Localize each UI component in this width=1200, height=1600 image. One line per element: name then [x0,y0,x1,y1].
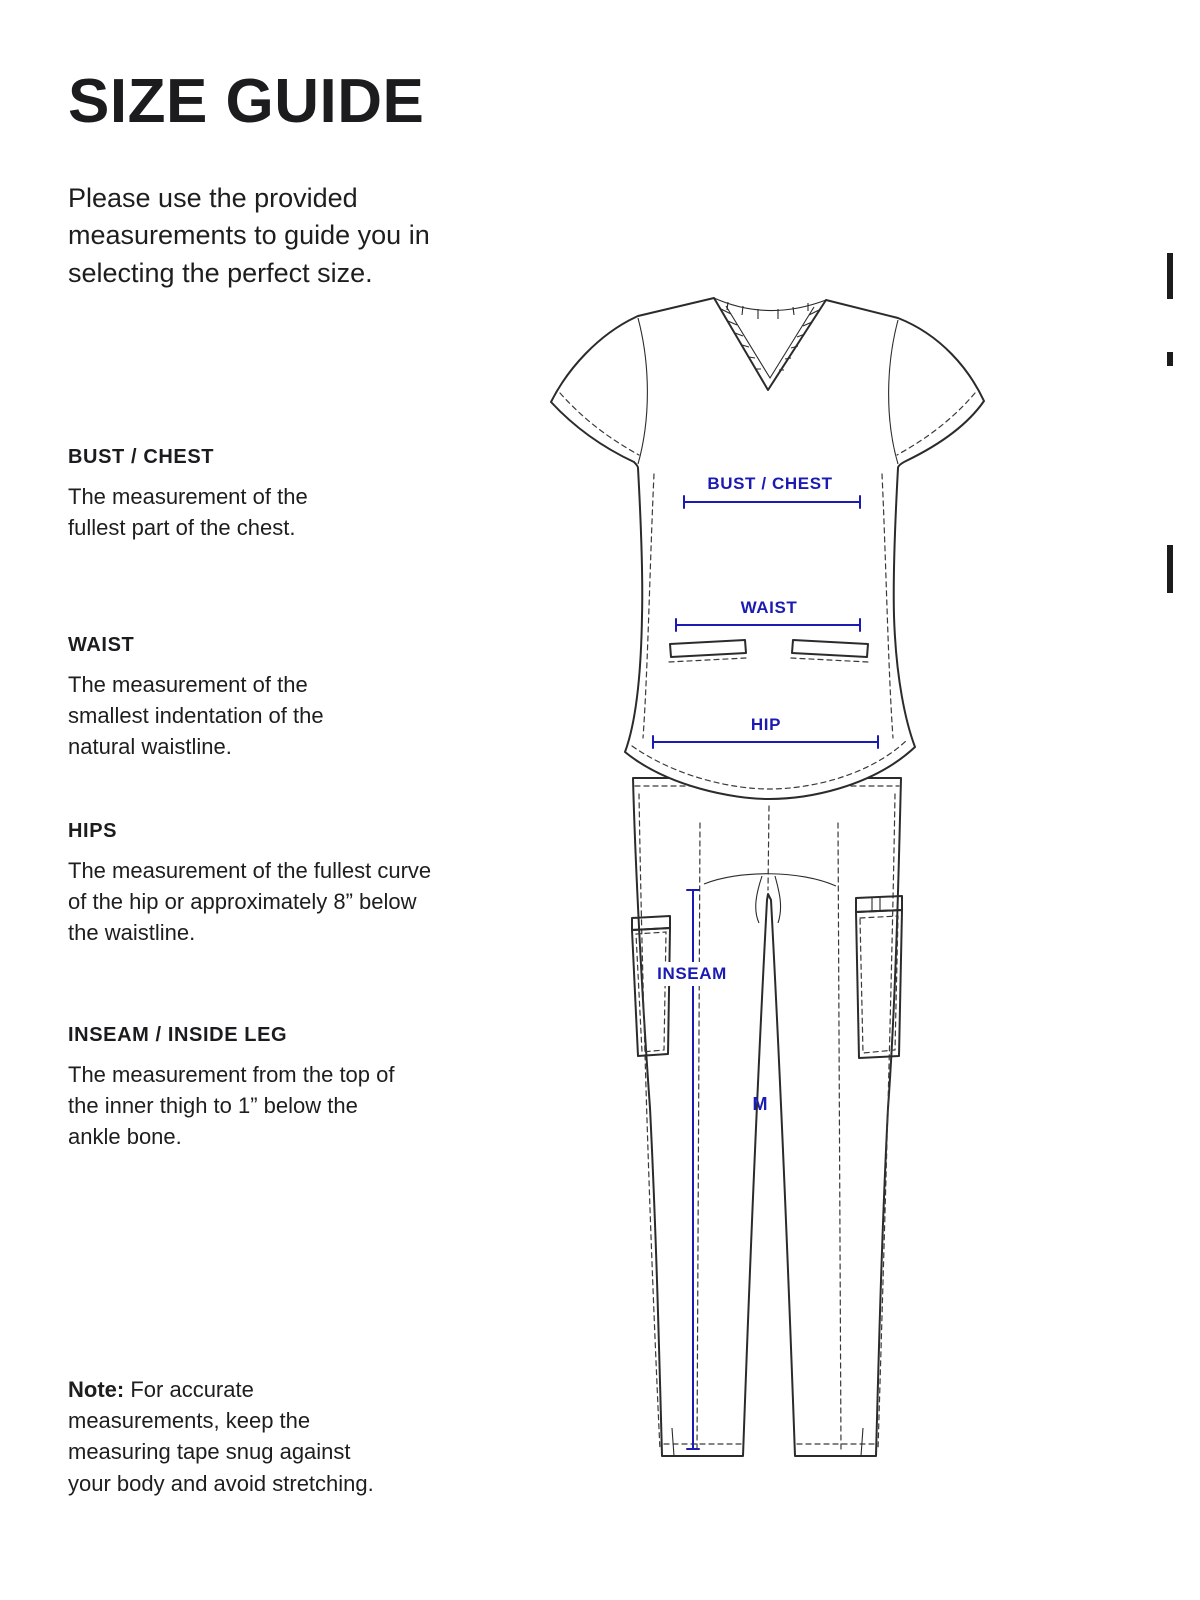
note-body: For accurate measurements, keep the measuring tape snug against your body and avoid stretching. [68,1377,374,1496]
intro-text: Please use the provided measurements to guide you in selecting the perfect size. [68,183,430,288]
size-marker-label: M [752,1094,768,1114]
bust-measure-label: BUST / CHEST [707,474,833,493]
section-inseam [68,1024,413,1153]
section-waist [68,634,378,763]
section-body-waist: The measurement of the smallest indentation of the natural waistline. [68,672,324,760]
inseam-measure-label: INSEAM [657,964,727,983]
section-body-bust: The measurement of the fullest part of the chest. [68,484,308,541]
note-text [68,1374,398,1499]
section-hips [68,820,448,949]
page-edge-mark [1167,253,1173,299]
section-heading-hips: HIPS [68,820,118,842]
section-body-inseam: The measurement from the top of the inner thigh to 1” below the ankle bone. [68,1062,395,1150]
garment-measurement-diagram [538,278,996,1513]
section-body-hips: The measurement of the fullest curve of the hip or approximately 8” below the waistline. [68,858,432,946]
section-bust [68,446,368,543]
note-label: Note: [68,1377,125,1402]
page-edge-mark [1167,545,1173,593]
page-edge-mark [1167,352,1173,366]
scrub-pants-illustration [632,778,902,1456]
page-title: SIZE GUIDE [68,67,425,136]
hip-measure-label: HIP [750,715,782,734]
section-heading-inseam: INSEAM / INSIDE LEG [68,1024,288,1046]
section-heading-waist: WAIST [68,634,135,656]
waist-measure-label: WAIST [740,598,798,617]
section-heading-bust: BUST / CHEST [68,446,215,468]
